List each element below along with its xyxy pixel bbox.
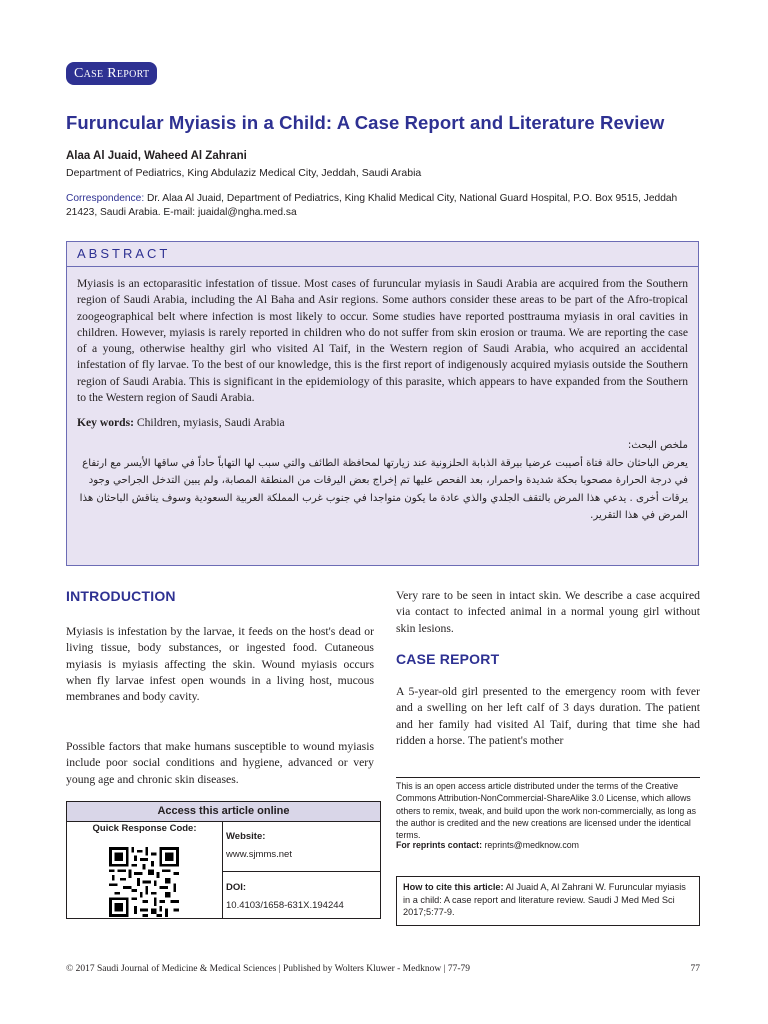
keywords-label: Key words:	[77, 416, 134, 430]
article-type-badge: Case Report	[66, 62, 157, 85]
access-box-title: Access this article online	[67, 802, 380, 822]
doi-link[interactable]: 10.4103/1658-631X.194244	[226, 900, 344, 911]
qr-code-icon[interactable]	[109, 847, 179, 917]
correspondence	[66, 192, 706, 220]
website-link[interactable]: www.sjmms.net	[226, 849, 292, 860]
doi-label: DOI:	[226, 882, 247, 893]
website-label: Website:	[226, 831, 266, 842]
correspondence-text: Dr. Alaa Al Juaid, Department of Pediatrics, King Khalid Medical City, National Guard Hospital, P.O. Box 9515, Jeddah 21423, Saudi Arabia. E-mail: juaidal@ngha.med.sa	[66, 193, 678, 218]
website-cell	[222, 821, 380, 872]
doi-cell	[222, 872, 380, 918]
reprints-email[interactable]: reprints@medknow.com	[482, 840, 579, 850]
footer-journal-info: © 2017 Saudi Journal of Medicine & Medical Sciences | Published by Wolters Kluwer - Medknow | 77-79	[66, 964, 471, 974]
case-report-paragraph: A 5-year-old girl presented to the emergency room with fever and a swelling on her left calf of 3 days duration. The patient and her family had visited Al Taif, during that time she had ridden a horse. The patient's mother	[396, 685, 700, 747]
correspondence-label: Correspondence:	[66, 193, 145, 204]
right-col-paragraph: Very rare to be seen in intact skin. We describe a case acquired via contact to infected animal in a normal young girl without skin lesions.	[396, 589, 700, 635]
abstract-heading: ABSTRACT	[67, 242, 698, 267]
license-note: This is an open access article distributed under the terms of the Creative Commons Attribution-NonCommercial-ShareAlike 3.0 License, which allows others to remix, tweak, and build upon the work non-commercially, as long as the author is credited and the new creations are licensed under the identical terms.	[396, 777, 700, 841]
citation-box	[396, 876, 700, 926]
arabic-abstract	[77, 437, 688, 525]
introduction-heading: INTRODUCTION	[66, 588, 176, 604]
citation-label: How to cite this article:	[403, 882, 504, 892]
case-report-heading: CASE REPORT	[396, 651, 500, 667]
affiliation: Department of Pediatrics, King Abdulaziz Medical City, Jeddah, Saudi Arabia	[66, 167, 422, 179]
intro-paragraph-1: Myiasis is infestation by the larvae, it feeds on the host's dead or living tissue, body substances, or ingested food. Cutaneous myiasis is myiasis affecting the skin. Wound myiasis occurs when fly larvae infest open wounds in a living host, mucous membranes and body cavity.	[66, 625, 374, 704]
article-title: Furuncular Myiasis in a Child: A Case Report and Literature Review	[66, 112, 665, 133]
access-article-box	[66, 801, 381, 919]
intro-paragraph-2: Possible factors that make humans susceptible to wound myiasis include poor social conditions and hygiene, advanced or very young age and chronic skin diseases.	[66, 740, 374, 786]
arabic-abstract-heading: ملخص البحث:	[627, 440, 688, 452]
reprints-label: For reprints contact:	[396, 840, 483, 850]
abstract-box	[66, 241, 699, 566]
reprints-contact	[396, 840, 579, 850]
authors: Alaa Al Juaid, Waheed Al Zahrani	[66, 150, 247, 162]
citation-text: Al Juaid A, Al Zahrani W. Furuncular myiasis in a child: A case report and literature review. Saudi J Med Med Sci 2017;5:77-9.	[403, 882, 686, 917]
qr-label: Quick Response Code:	[92, 823, 197, 834]
keywords	[77, 416, 688, 429]
qr-cell	[67, 821, 223, 918]
abstract-body: Myiasis is an ectoparasitic infestation of tissue. Most cases of furuncular myiasis in Saudi Arabia are acquired from the Southern region of Saudi Arabia, including the Al Baha and Asir regions. Some authors consider these areas to be part of the Afro-tropical zoogeographical belt where infection is most likely to occur. Some studies have reported posttrauma myiasis in oral cavities in children. However, myiasis is rarely reported in children who do not suffer from skin erosion or trauma. We are reporting the case of a young, otherwise healthy girl who visited Al Taif, in the Western region of Saudi Arabia, who acquired an accidental infestation of fly larvae. To the best of our knowledge, this is the first report of indigenously acquired myiasis outside the Southern region of Saudi Arabia. This is significant in the epidemiology of this parasite, which appears to have expanded from the Southern to the Western region of Saudi Arabia.	[77, 277, 688, 405]
page-number: 77	[690, 964, 700, 974]
arabic-abstract-body: يعرض الباحثان حالة فتاة أصيبت عرضيا بيرقة الذبابة الحلزونية عند زيارتها لمحافظة الطائف والتي سبب لها التهاباً حاداً في ساقها الأيسر مع ارتفاع في درجة الحرارة مصحوبا بحكة شديدة واحمرار، بعد الفحص عليها تم إخراج بعض اليرقات من المنطقة المصابة، ولم يبين التدخل الجراحي وجود يرقات أخرى . يدعي هذا المرض بالتقف الجلدي والذي عادة ما يكون متواجدا في جنوب غرب المملكة العربية السعودية وسوف يناقش الباحثان هذا المرض في هذا التقرير.	[79, 457, 688, 522]
keywords-text: Children, myiasis, Saudi Arabia	[134, 416, 285, 430]
